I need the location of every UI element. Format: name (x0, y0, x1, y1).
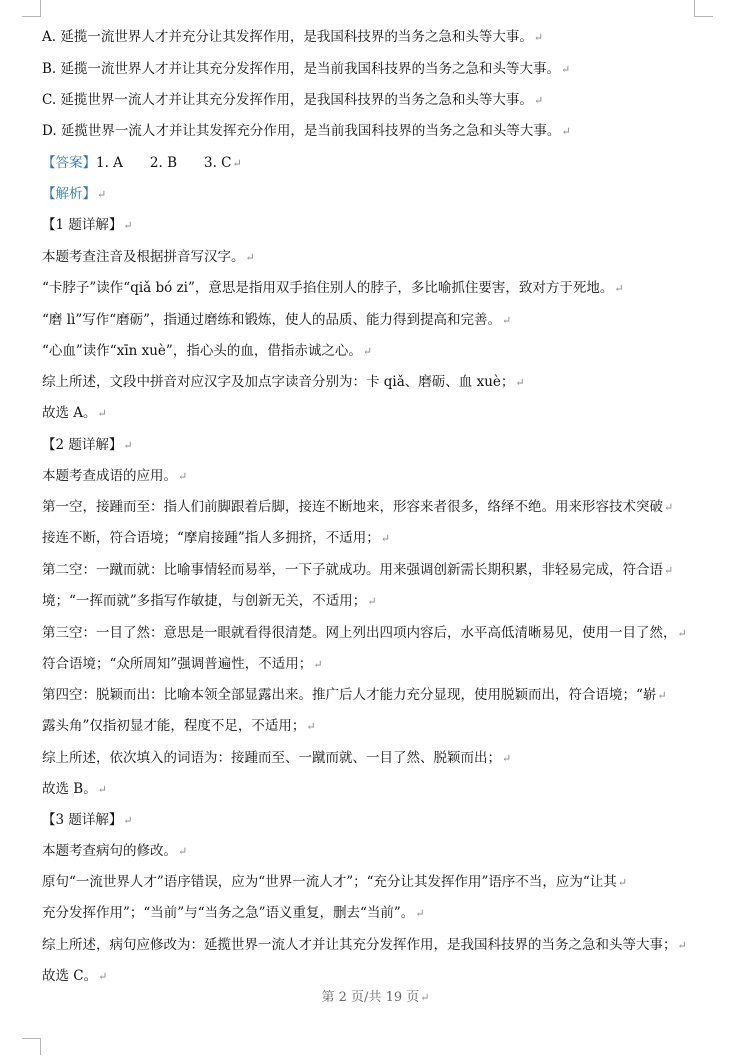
section-label: 【答案】 (42, 155, 96, 171)
paragraph-mark-icon: ↵ (178, 470, 188, 483)
text-line (42, 873, 627, 892)
text-line (42, 717, 316, 736)
text-line (42, 404, 107, 423)
text-line (42, 749, 511, 768)
paragraph-mark-icon: ↵ (617, 876, 628, 889)
paragraph-mark-icon: ↵ (677, 627, 687, 640)
line-text: B. 延揽一流世界人才并让其充分发挥作用，是当前我国科技界的当务之急和头等大事。 (42, 61, 561, 77)
paragraph-mark-icon: ↵ (533, 31, 544, 44)
paragraph-mark-icon: ↵ (98, 970, 108, 983)
line-text: 第四空：脱颖而出：比喻本领全部显露出来。推广后人才能力充分显现，使用脱颖而出，符合语境；“崭 (42, 687, 657, 703)
paragraph-mark-icon: ↵ (561, 63, 571, 76)
line-text: C. 延揽世界一流人才并让其充分发挥作用，是我国科技界的当务之急和头等大事。 (42, 92, 533, 108)
page-number: 第 2 页/共 19 页 (321, 990, 420, 1005)
line-text: 第三空：一目了然：意思是一眼就看得很清楚。网上列出四项内容后，水平高低清晰易见，使用一目了然， (42, 625, 677, 641)
text-line (42, 216, 133, 235)
paragraph-mark-icon: ↵ (515, 376, 525, 389)
line-text: 综上所述，文段中拼音对应汉字及加点字读音分别为：卡 qiǎ、磨砺、血 xuè； (42, 374, 515, 390)
text-line (42, 936, 687, 955)
line-text: 故选 C。 (42, 968, 98, 984)
line-text: 接连不断，符合语境；“摩肩接踵”指人多拥挤，不适用； (42, 530, 380, 546)
paragraph-mark-icon: ↵ (614, 282, 624, 295)
line-text: 综上所述，病句应修改为：延揽世界一流人才并让其充分发挥作用，是我国科技界的当务之急和头等大事； (42, 937, 677, 953)
line-text: “卡脖子”读作“qiǎ bó zi”，意思是指用双手掐住别人的脖子，多比喻抓住要害，致对方于死地。 (42, 280, 614, 296)
line-text: 【3 题详解】 (42, 812, 123, 828)
paragraph-mark-icon: ↵ (313, 658, 323, 671)
text-line (42, 655, 323, 674)
text-line (42, 28, 543, 47)
line-text: 【1 题详解】 (42, 217, 123, 233)
paragraph-mark-icon: ↵ (420, 991, 430, 1004)
paragraph-mark-icon: ↵ (415, 907, 425, 920)
page-footer (0, 986, 751, 1005)
text-line (42, 248, 255, 267)
paragraph-mark-icon: ↵ (123, 219, 133, 232)
text-line (42, 842, 187, 861)
paragraph-mark-icon: ↵ (561, 125, 571, 138)
paragraph-mark-icon: ↵ (664, 564, 674, 577)
text-line (42, 311, 511, 330)
text-line (42, 529, 390, 548)
line-text: 故选 B。 (42, 781, 97, 797)
line-text: 境；“一挥而就”多指写作敏捷，与创新无关，不适用； (42, 593, 367, 609)
text-line (42, 498, 673, 517)
line-text: 本题考查成语的应用。 (42, 468, 177, 484)
section-label: 【解析】 (42, 186, 96, 202)
text-line (42, 91, 543, 110)
text-line (42, 60, 570, 79)
paragraph-mark-icon: ↵ (657, 689, 667, 702)
line-text: 第二空：一蹴而就：比喻事情轻而易举，一下子就成功。用来强调创新需长期积累，非轻易完成，符合语 (42, 562, 663, 578)
paragraph-mark-icon: ↵ (232, 157, 242, 170)
text-line (42, 811, 133, 830)
text-line (42, 436, 133, 455)
text-line (42, 686, 667, 705)
line-text: 【2 题详解】 (42, 437, 123, 453)
paragraph-mark-icon: ↵ (677, 939, 687, 952)
paragraph-mark-icon: ↵ (306, 720, 316, 733)
line-text: D. 延揽世界一流人才并让其发挥充分作用，是当前我国科技界的当务之急和头等大事。 (42, 123, 561, 139)
paragraph-mark-icon: ↵ (97, 407, 107, 420)
text-line (42, 592, 377, 611)
page-corner-mark (694, 0, 713, 17)
text-line (42, 967, 107, 986)
page-corner-mark (22, 1038, 41, 1055)
line-text: 1. A 2. B 3. C (96, 155, 232, 171)
paragraph-mark-icon: ↵ (380, 532, 391, 545)
text-line (42, 624, 687, 643)
paragraph-mark-icon: ↵ (502, 314, 512, 327)
line-text: 充分发挥作用”；“当前”与“当务之急”语义重复，删去“当前”。 (42, 905, 415, 921)
text-line (42, 154, 242, 173)
page-corner-mark (22, 0, 41, 17)
paragraph-mark-icon: ↵ (533, 94, 544, 107)
paragraph-mark-icon: ↵ (97, 188, 107, 201)
line-text: 露头角”仅指初显才能，程度不足，不适用； (42, 718, 306, 734)
text-line (42, 279, 624, 298)
text-line (42, 780, 107, 799)
paragraph-mark-icon: ↵ (362, 345, 373, 358)
text-line (42, 467, 187, 486)
text-line (42, 373, 525, 392)
text-line (42, 122, 571, 141)
text-line (42, 342, 372, 361)
line-text: 本题考查病句的修改。 (42, 843, 177, 859)
text-line (42, 904, 425, 923)
paragraph-mark-icon: ↵ (123, 814, 133, 827)
line-text: 故选 A。 (42, 405, 97, 421)
paragraph-mark-icon: ↵ (245, 251, 255, 264)
text-line (42, 561, 673, 580)
line-text: 符合语境；“众所周知”强调普遍性，不适用； (42, 656, 313, 672)
paragraph-mark-icon: ↵ (367, 595, 377, 608)
line-text: 本题考查注音及根据拼音写汉字。 (42, 249, 245, 265)
line-text: 原句“一流世界人才”语序错误，应为“世界一流人才”；“充分让其发挥作用”语序不当，应为“让其 (42, 874, 617, 890)
text-line (42, 185, 106, 204)
paragraph-mark-icon: ↵ (664, 501, 674, 514)
line-text: “心血”读作“xīn xuè”，指心头的血，借指赤诚之心。 (42, 343, 362, 359)
paragraph-mark-icon: ↵ (178, 845, 188, 858)
line-text: 第一空，接踵而至：指人们前脚跟着后脚，接连不断地来，形容来者很多，络绎不绝。用来形容技术突破 (42, 499, 663, 515)
line-text: A. 延揽一流世界人才并充分让其发挥作用，是我国科技界的当务之急和头等大事。 (42, 29, 533, 45)
line-text: 综上所述，依次填入的词语为：接踵而至、一蹴而就、一目了然、脱颖而出； (42, 750, 501, 766)
paragraph-mark-icon: ↵ (97, 783, 107, 796)
paragraph-mark-icon: ↵ (502, 752, 512, 765)
line-text: “磨 lì”写作“磨砺”，指通过磨练和锻炼，使人的品质、能力得到提高和完善。 (42, 312, 502, 328)
paragraph-mark-icon: ↵ (123, 439, 133, 452)
